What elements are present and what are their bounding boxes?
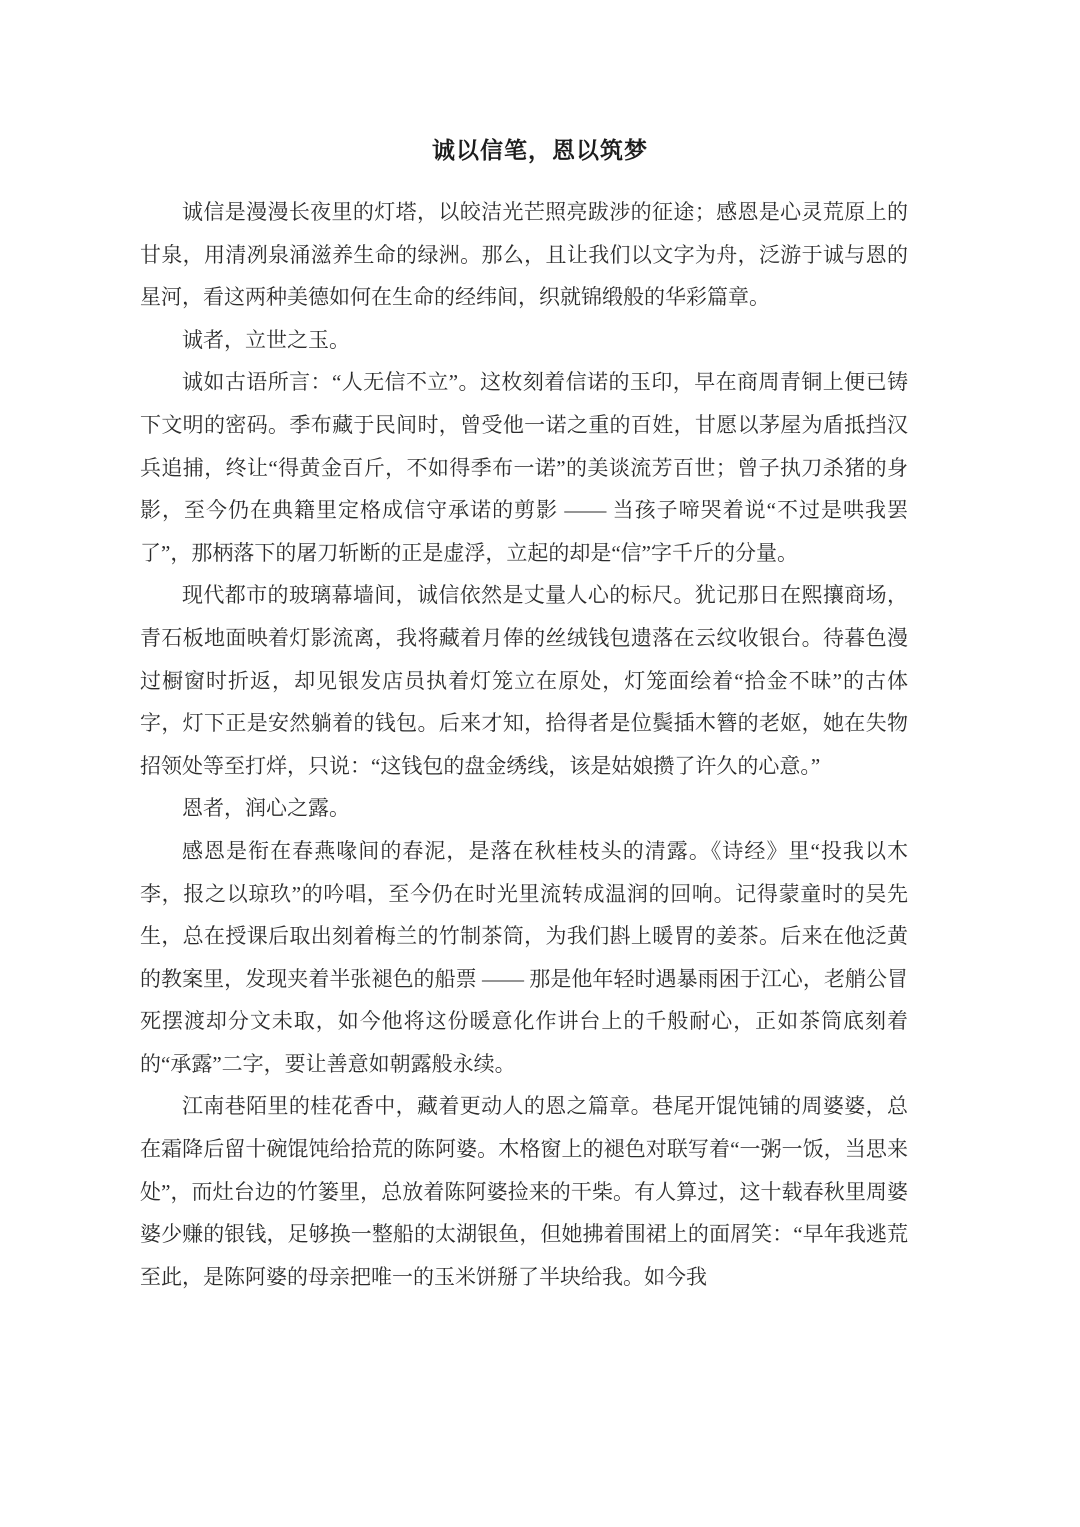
paragraph: 恩者，润心之露。 <box>182 796 350 821</box>
document-body <box>140 191 908 1298</box>
paragraph: 感恩是衔在春燕喙间的春泥，是落在秋桂枝头的清露。《诗经》里“投我以木李，报之以琼玖”的吟唱，至今仍在时光里流转成温润的回响。记得蒙童时的吴先生，总在授课后取出刻着梅兰的竹制茶筒，为我们斟上暖胃的姜茶。后来在他泛黄的教案里，发现夹着半张褪色的船票 —— 那是他年轻时遇暴雨困于江心，老艄公冒死摆渡却分文未取，如今他将这份暖意化作讲台上的千般耐心，正如茶筒底刻着的“承露”二字，要让善意如朝露般永续。 <box>140 838 908 1076</box>
paragraph: 现代都市的玻璃幕墙间，诚信依然是丈量人心的标尺。犹记那日在熙攘商场，青石板地面映着灯影流离，我将藏着月俸的丝绒钱包遗落在云纹收银台。待暮色漫过橱窗时折返，却见银发店员执着灯笼立在原处，灯笼面绘着“拾金不昧”的古体字，灯下正是安然躺着的钱包。后来才知，拾得者是位鬓插木簪的老妪，她在失物招领处等至打烊，只说：“这钱包的盘金绣线，该是姑娘攒了许久的心意。” <box>140 583 908 778</box>
paragraph: 诚如古语所言：“人无信不立”。这枚刻着信诺的玉印，早在商周青铜上便已铸下文明的密码。季布藏于民间时，曾受他一诺之重的百姓，甘愿以茅屋为盾抵挡汉兵追捕，终让“得黄金百斤，不如得季布一诺”的美谈流芳百世；曾子执刀杀猪的身影，至今仍在典籍里定格成信守承诺的剪影 —— 当孩子啼哭着说“不过是哄我罢了”，那柄落下的屠刀斩断的正是虚浮，立起的却是“信”字千斤的分量。 <box>140 370 908 565</box>
document-title: 诚以信笔，恩以筑梦 <box>432 138 648 163</box>
paragraph: 诚信是漫漫长夜里的灯塔，以皎洁光芒照亮跋涉的征途；感恩是心灵荒原上的甘泉，用清冽泉涌滋养生命的绿洲。那么，且让我们以文字为舟，泛游于诚与恩的星河，看这两种美德如何在生命的经纬间，织就锦缎般的华彩篇章。 <box>140 200 908 310</box>
paragraph: 江南巷陌里的桂花香中，藏着更动人的恩之篇章。巷尾开馄饨铺的周婆婆，总在霜降后留十碗馄饨给拾荒的陈阿婆。木格窗上的褪色对联写着“一粥一饭，当思来处”，而灶台边的竹篓里，总放着陈阿婆捡来的干柴。有人算过，这十载春秋里周婆婆少赚的银钱，足够换一整船的太湖银鱼，但她拂着围裙上的面屑笑：“早年我逃荒至此，是陈阿婆的母亲把唯一的玉米饼掰了半块给我。如今我 <box>140 1094 908 1289</box>
paragraph: 诚者，立世之玉。 <box>182 327 350 352</box>
